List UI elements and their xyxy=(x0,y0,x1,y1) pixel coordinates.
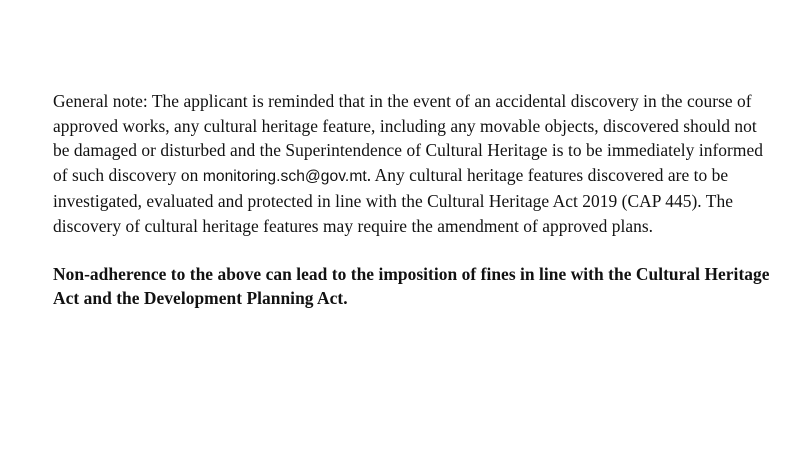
document-body xyxy=(53,89,771,311)
email-address[interactable]: monitoring.sch@gov.mt xyxy=(202,167,367,185)
general-note-text-end: . Any cultural heritage features discovered are to be investigated, evaluated and protected in line with the Cultural Heritage Act 2019 (CAP 445). The discovery of cultural heritage features may require the amendment of approved plans. xyxy=(53,164,733,236)
fines-warning-paragraph: Non-adherence to the above can lead to the imposition of fines in line with the Cultural Heritage Act and the Development Planning Act. xyxy=(53,263,770,309)
general-note-text-start: General note: The applicant is reminded that in the event of an accidental discovery in the course of approved works, any cultural heritage feature, including any movable objects, discovered should not be damaged or disturbed and the Superintendence of Cultural Heritage is to be immediately informed of such discovery on xyxy=(53,91,763,185)
general-note-paragraph xyxy=(53,89,771,239)
